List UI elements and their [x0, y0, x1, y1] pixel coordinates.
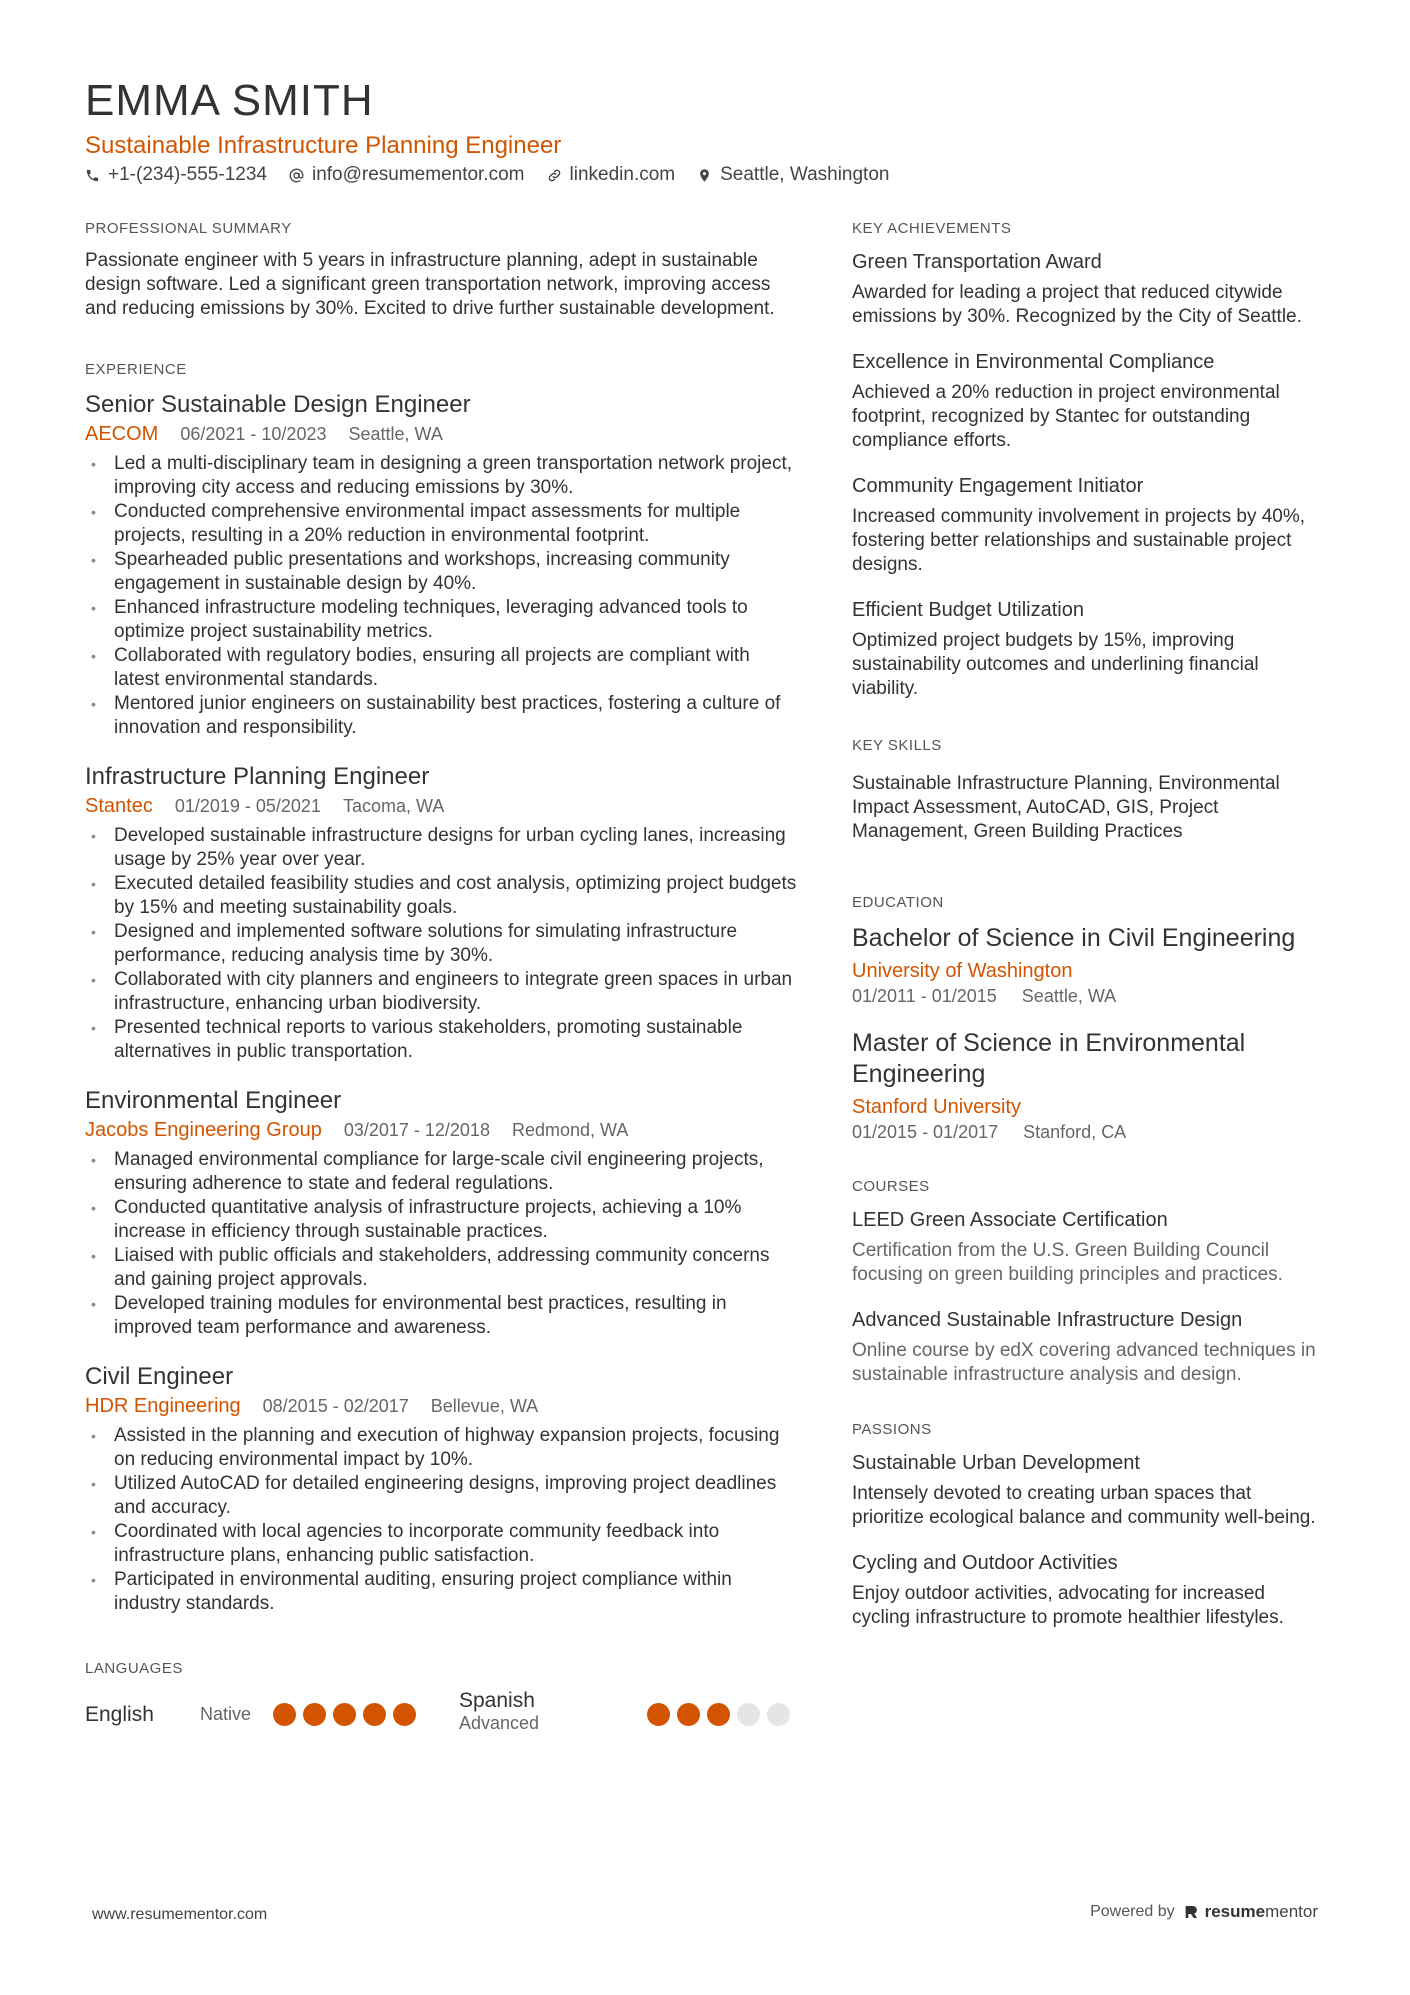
job-bullets — [85, 1424, 800, 1616]
phone-text: +1-(234)-555-1234 — [108, 164, 267, 185]
bullet-item: • Conducted quantitative analysis of infrastructure projects, achieving a 10% increase in efficiency through sustainable practices. — [85, 1196, 800, 1244]
job-company: HDR Engineering — [85, 1395, 241, 1417]
rating-dot-filled — [707, 1703, 730, 1726]
languages-row — [85, 1689, 800, 1734]
achievement-title: Green Transportation Award — [852, 251, 1102, 273]
bullet-item: • Managed environmental compliance for large-scale civil engineering projects, ensuring adherence to state and federal regulations. — [85, 1148, 800, 1196]
education-heading: EDUCATION — [852, 894, 944, 911]
course-item — [852, 1207, 1327, 1287]
job-entry — [85, 390, 800, 740]
education-item — [852, 923, 1327, 1008]
passion-text: Intensely devoted to creating urban spaces that prioritize ecological balance and community well-being. — [852, 1483, 1316, 1528]
job-dates: 03/2017 - 12/2018 — [343, 1120, 490, 1140]
rating-dot-filled — [677, 1703, 700, 1726]
powered-by-label: Powered by — [1090, 1903, 1175, 1920]
job-location: Redmond, WA — [511, 1120, 629, 1140]
contact-linkedin[interactable] — [547, 164, 676, 186]
bullet-item: • Designed and implemented software solutions for simulating infrastructure performance, reducing analysis time by 30%. — [85, 920, 800, 968]
rating-dot-empty — [767, 1703, 790, 1726]
rating-dot-empty — [737, 1703, 760, 1726]
job-meta — [85, 1394, 800, 1418]
language-english — [85, 1703, 459, 1727]
bullet-item: • Coordinated with local agencies to incorporate community feedback into infrastructure plans, enhancing public satisfaction. — [85, 1520, 800, 1568]
job-title: Environmental Engineer — [85, 1087, 342, 1114]
passion-text: Enjoy outdoor activities, advocating for increased cycling infrastructure to promote healthier lifestyles. — [852, 1583, 1284, 1628]
job-meta — [85, 1118, 800, 1142]
job-meta — [85, 422, 800, 446]
language-name: English — [85, 1702, 154, 1726]
bullet-item: • Liaised with public officials and stakeholders, addressing community concerns and gaining project approvals. — [85, 1244, 800, 1292]
bullet-item: • Led a multi-disciplinary team in designing a green transportation network project, improving city access and reducing emissions by 30%. — [85, 452, 800, 500]
brand-logo[interactable] — [1183, 1902, 1318, 1922]
language-level: Native — [200, 1704, 252, 1724]
languages-section — [85, 1660, 800, 1734]
education-meta — [852, 984, 1327, 1008]
languages-heading: LANGUAGES — [85, 1660, 183, 1677]
passions-heading: PASSIONS — [852, 1421, 932, 1438]
bullet-item: • Utilized AutoCAD for detailed engineering designs, improving project deadlines and accuracy. — [85, 1472, 800, 1520]
course-item — [852, 1307, 1327, 1387]
passion-title: Sustainable Urban Development — [852, 1452, 1140, 1474]
brand-rest: mentor — [1265, 1902, 1318, 1921]
footer-powered — [1090, 1902, 1318, 1922]
location-pin-icon — [697, 168, 712, 183]
left-column — [85, 220, 800, 1638]
job-company: Stantec — [85, 795, 153, 817]
language-rating — [273, 1703, 416, 1726]
education-degree: Master of Science in Environmental Engineering — [852, 1029, 1246, 1088]
education-school: Stanford University — [852, 1096, 1021, 1118]
education-meta — [852, 1120, 1327, 1144]
footer-website[interactable]: www.resumementor.com — [92, 1906, 268, 1923]
job-entry — [85, 1362, 800, 1616]
job-entry — [85, 762, 800, 1064]
at-icon — [289, 168, 304, 183]
job-title: Senior Sustainable Design Engineer — [85, 391, 471, 418]
education-location: Stanford, CA — [1023, 1122, 1127, 1142]
achievement-item — [852, 597, 1327, 701]
course-title: LEED Green Associate Certification — [852, 1209, 1168, 1231]
passion-title: Cycling and Outdoor Activities — [852, 1552, 1118, 1574]
language-level: Advanced — [459, 1713, 540, 1733]
achievement-item — [852, 349, 1327, 453]
passion-item — [852, 1550, 1327, 1630]
achievement-text: Achieved a 20% reduction in project environmental footprint, recognized by Stantec for outstanding compliance efforts. — [852, 382, 1280, 451]
course-text: Certification from the U.S. Green Building Council focusing on green building principles and practices. — [852, 1240, 1283, 1285]
achievement-title: Excellence in Environmental Compliance — [852, 351, 1215, 373]
bullet-item: • Assisted in the planning and execution of highway expansion projects, focusing on reducing environmental impact by 10%. — [85, 1424, 800, 1472]
rating-dot-filled — [393, 1703, 416, 1726]
passions-list — [852, 1450, 1327, 1630]
achievement-text: Increased community involvement in projects by 40%, fostering better relationships and sustainable project designs. — [852, 506, 1306, 575]
skills-text: Sustainable Infrastructure Planning, Environmental Impact Assessment, AutoCAD, GIS, Project Management, Green Building Practices — [852, 773, 1280, 842]
bullet-item: • Executed detailed feasibility studies and cost analysis, optimizing project budgets by 15% and meeting sustainability goals. — [85, 872, 800, 920]
email-text: info@resumementor.com — [311, 164, 525, 185]
contact-bar — [85, 164, 889, 186]
achievement-title: Efficient Budget Utilization — [852, 599, 1084, 621]
experience-heading: EXPERIENCE — [85, 361, 187, 378]
contact-email[interactable] — [289, 164, 525, 186]
summary-text: Passionate engineer with 5 years in infrastructure planning, adept in sustainable design software. Led a significant green transportation network, improving access and reducing emissions by 30%. Excited to drive further sustainable development. — [85, 250, 775, 319]
bullet-item: • Collaborated with regulatory bodies, ensuring all projects are compliant with latest environmental standards. — [85, 644, 800, 692]
bullet-item: • Conducted comprehensive environmental impact assessments for multiple projects, resulting in a 20% reduction in environmental footprint. — [85, 500, 800, 548]
bullet-item: • Developed sustainable infrastructure designs for urban cycling lanes, increasing usage by 25% year over year. — [85, 824, 800, 872]
achievements-heading: KEY ACHIEVEMENTS — [852, 220, 1012, 237]
rating-dot-filled — [273, 1703, 296, 1726]
achievement-item — [852, 249, 1327, 329]
education-dates: 01/2011 - 01/2015 — [852, 986, 997, 1006]
candidate-name: EMMA SMITH — [85, 76, 374, 125]
location-text: Seattle, Washington — [720, 164, 890, 185]
contact-location — [697, 164, 889, 186]
bullet-item: • Developed training modules for environmental best practices, resulting in improved team performance and awareness. — [85, 1292, 800, 1340]
achievement-text: Awarded for leading a project that reduced citywide emissions by 30%. Recognized by the City of Seattle. — [852, 282, 1302, 327]
achievement-item — [852, 473, 1327, 577]
education-item — [852, 1028, 1327, 1144]
job-bullets — [85, 1148, 800, 1340]
bullet-item: • Mentored junior engineers on sustainability best practices, fostering a culture of innovation and responsibility. — [85, 692, 800, 740]
rating-dot-filled — [647, 1703, 670, 1726]
rating-dot-filled — [363, 1703, 386, 1726]
phone-icon — [85, 168, 100, 183]
education-school: University of Washington — [852, 960, 1073, 982]
job-meta — [85, 794, 800, 818]
rating-dot-filled — [303, 1703, 326, 1726]
job-title: Infrastructure Planning Engineer — [85, 763, 430, 790]
job-title: Civil Engineer — [85, 1363, 234, 1390]
language-rating — [647, 1703, 790, 1726]
job-location: Seattle, WA — [348, 424, 443, 444]
link-icon — [547, 168, 562, 183]
summary-heading: PROFESSIONAL SUMMARY — [85, 220, 292, 237]
education-degree: Bachelor of Science in Civil Engineering — [852, 924, 1296, 952]
contact-phone[interactable] — [85, 164, 267, 186]
course-title: Advanced Sustainable Infrastructure Design — [852, 1309, 1243, 1331]
bullet-item: • Collaborated with city planners and engineers to integrate green spaces in urban infrastructure, enhancing urban biodiversity. — [85, 968, 800, 1016]
right-column — [852, 220, 1327, 1650]
rating-dot-filled — [333, 1703, 356, 1726]
job-bullets — [85, 452, 800, 740]
experience-list — [85, 390, 800, 1616]
courses-list — [852, 1207, 1327, 1387]
language-spanish — [459, 1689, 790, 1734]
language-name: Spanish — [459, 1689, 535, 1712]
job-company: AECOM — [85, 423, 159, 445]
education-location: Seattle, WA — [1021, 986, 1117, 1006]
bullet-item: • Enhanced infrastructure modeling techniques, leveraging advanced tools to optimize project sustainability metrics. — [85, 596, 800, 644]
job-entry — [85, 1086, 800, 1340]
job-dates: 08/2015 - 02/2017 — [262, 1396, 409, 1416]
bullet-item: • Participated in environmental auditing, ensuring project compliance within industry standards. — [85, 1568, 800, 1616]
resumementor-logo-icon — [1183, 1904, 1199, 1920]
job-company: Jacobs Engineering Group — [85, 1119, 322, 1141]
passion-item — [852, 1450, 1327, 1530]
job-bullets — [85, 824, 800, 1064]
skills-heading: KEY SKILLS — [852, 737, 942, 754]
achievement-text: Optimized project budgets by 15%, improving sustainability outcomes and underlining financial viability. — [852, 630, 1259, 699]
education-dates: 01/2015 - 01/2017 — [852, 1122, 999, 1142]
bullet-item: • Spearheaded public presentations and workshops, increasing community engagement in sustainable design by 40%. — [85, 548, 800, 596]
education-list — [852, 923, 1327, 1144]
job-location: Bellevue, WA — [430, 1396, 539, 1416]
courses-heading: COURSES — [852, 1178, 930, 1195]
achievements-list — [852, 249, 1327, 701]
achievement-title: Community Engagement Initiator — [852, 475, 1144, 497]
job-dates: 06/2021 - 10/2023 — [180, 424, 327, 444]
job-dates: 01/2019 - 05/2021 — [174, 796, 321, 816]
linkedin-text: linkedin.com — [569, 164, 676, 185]
job-location: Tacoma, WA — [342, 796, 445, 816]
brand-bold: resume — [1204, 1902, 1266, 1921]
course-text: Online course by edX covering advanced techniques in sustainable infrastructure analysis and design. — [852, 1340, 1316, 1385]
bullet-item: • Presented technical reports to various stakeholders, promoting sustainable alternatives in public transportation. — [85, 1016, 800, 1064]
candidate-title: Sustainable Infrastructure Planning Engineer — [85, 132, 562, 159]
